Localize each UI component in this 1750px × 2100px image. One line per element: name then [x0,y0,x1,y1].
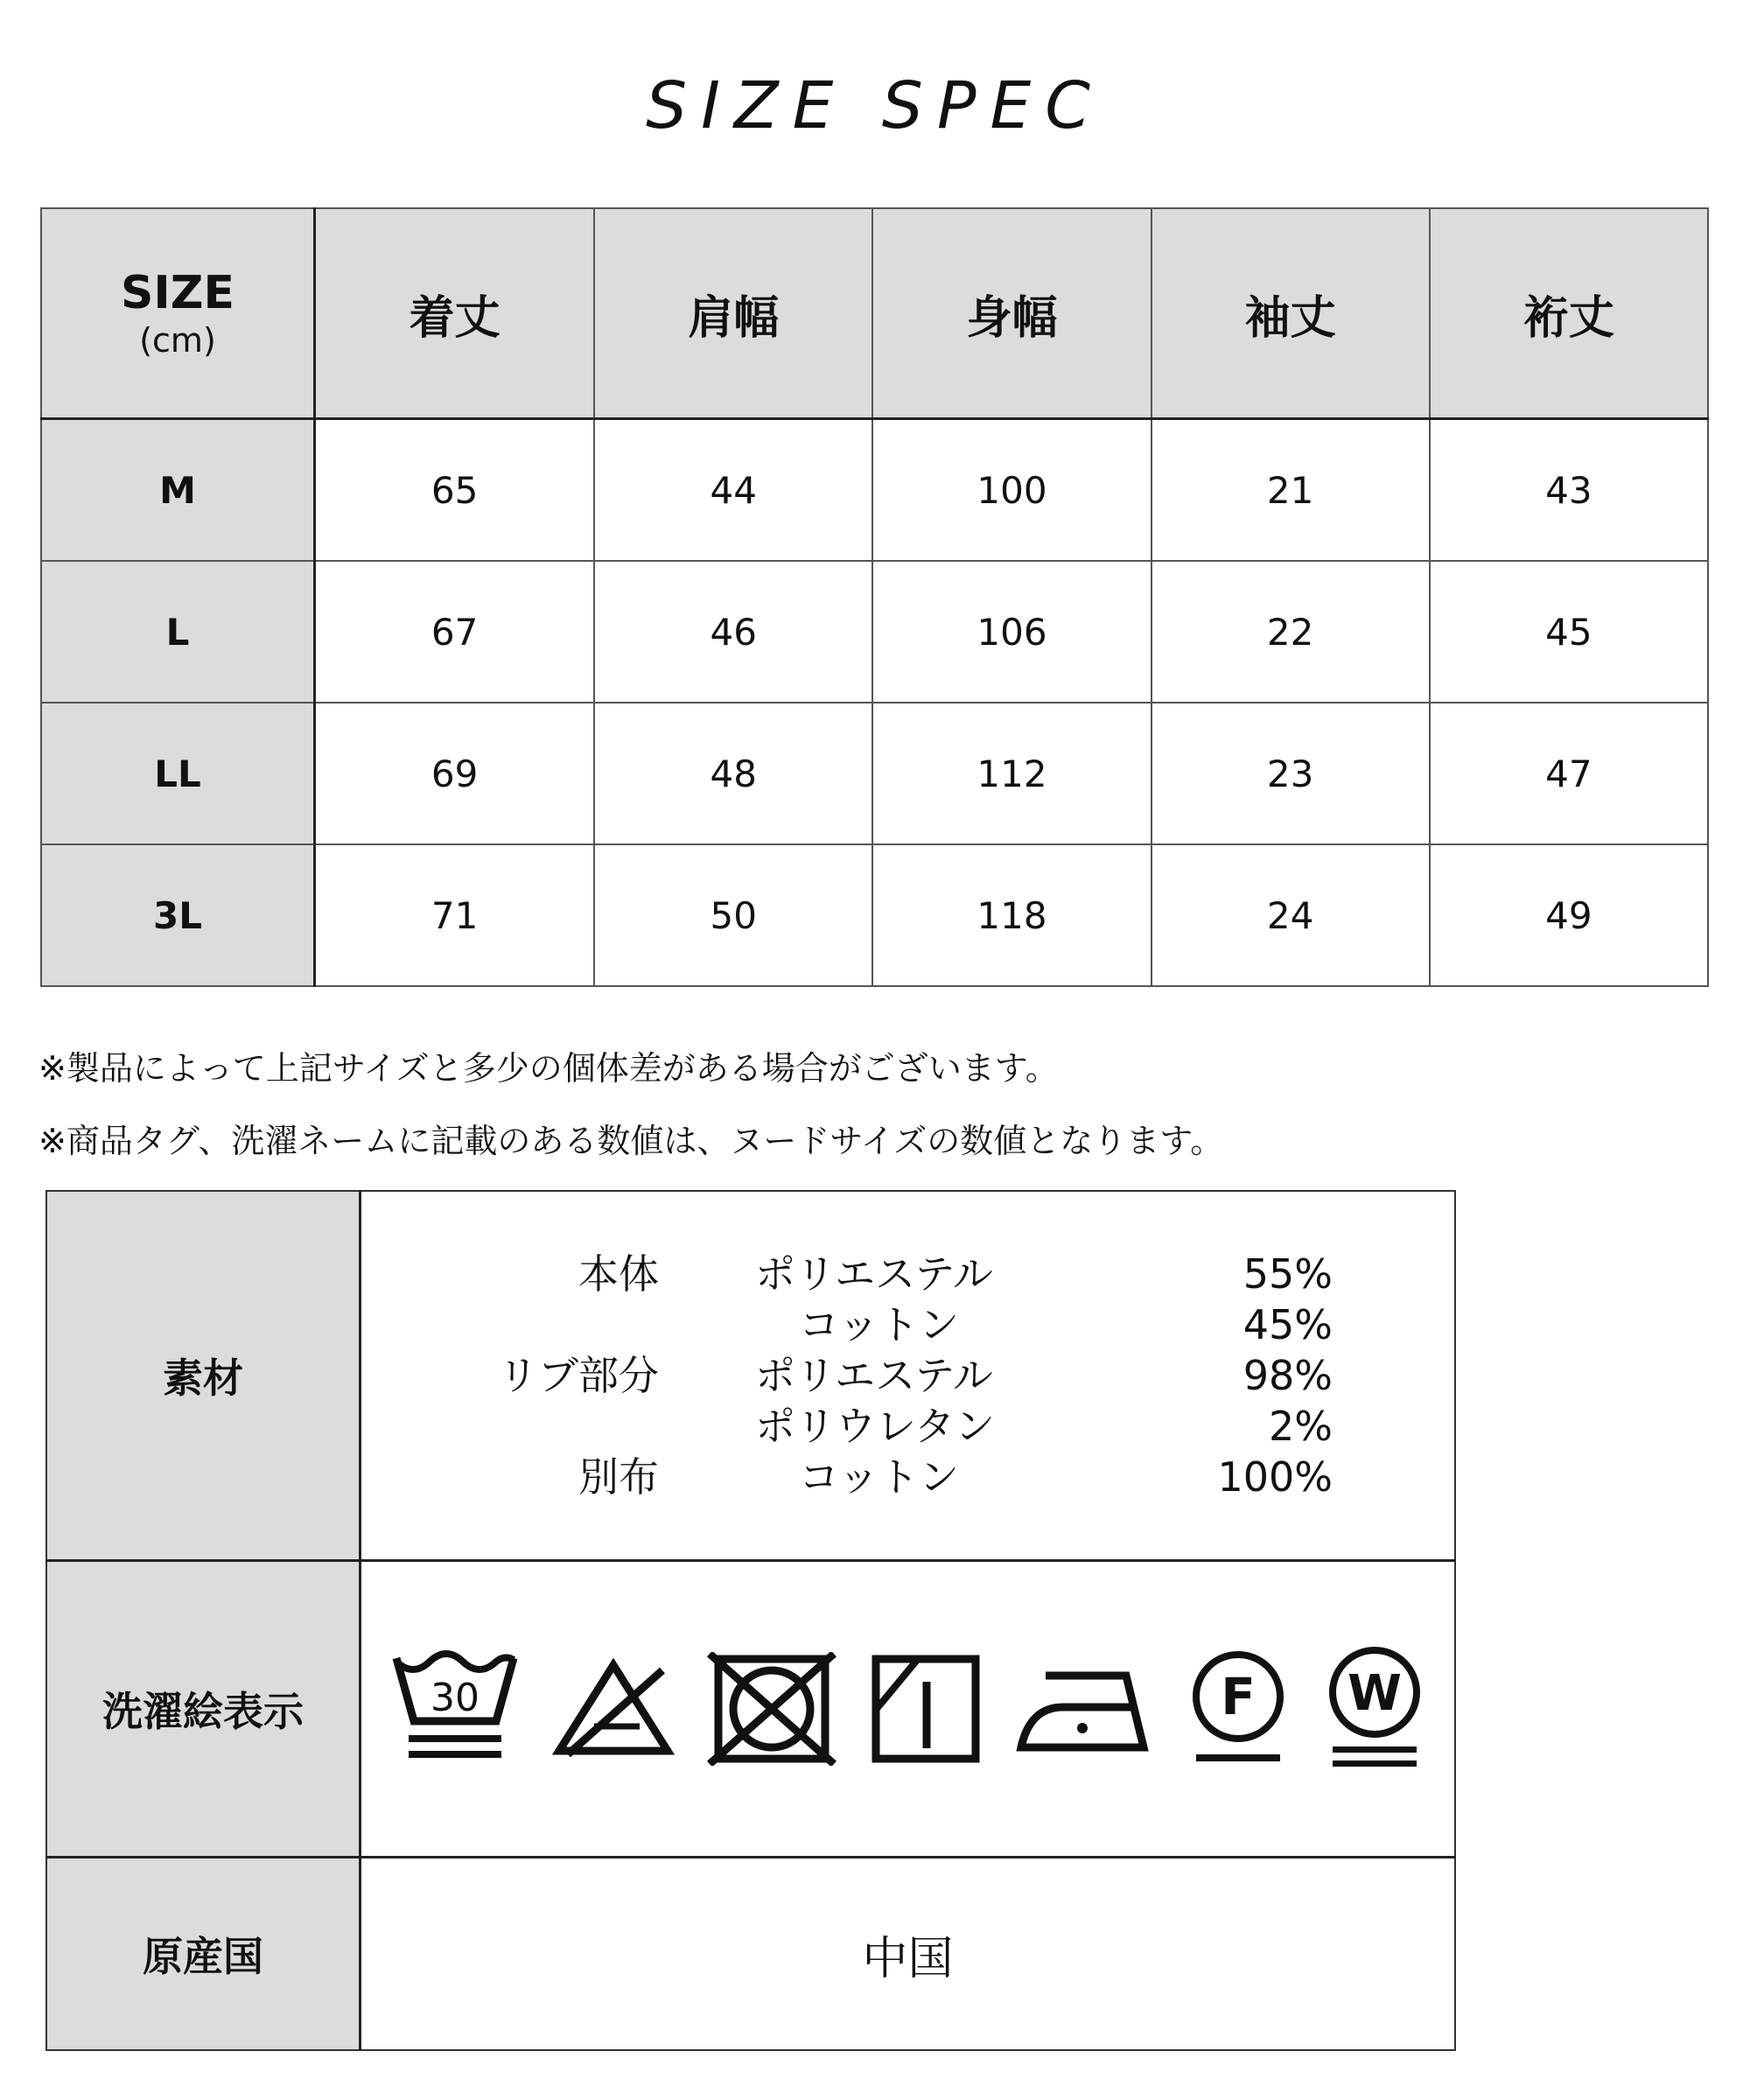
table-row [41,703,1708,844]
size-corner-label: SIZE [120,267,235,319]
table-row [41,561,1708,703]
table-cell: 44 [594,419,872,562]
care-row [46,1561,1455,1858]
material-fabric: コットン [799,1453,960,1501]
material-list [466,1249,1454,1502]
material-percent: 45% [1242,1301,1333,1348]
material-content [360,1191,1456,1561]
note-individual-difference: ※製品によって上記サイズと多少の個体差がある場合がございます。 [38,1049,1059,1088]
table-cell: 118 [872,844,1151,986]
material-row [46,1191,1455,1561]
column-header-length: 着丈 [315,208,595,419]
table-cell: 23 [1152,703,1430,844]
material-fabric: ポリエステル [755,1250,993,1298]
care-label: 洗濯絵表示 [46,1561,360,1858]
table-row [41,419,1708,562]
origin-label: 原産国 [46,1858,360,2051]
table-cell: 69 [315,703,595,844]
material-fabric: ポリウレタン [755,1403,996,1450]
size-notes [38,1032,1223,1178]
table-cell: 48 [594,703,872,844]
material-label: 素材 [46,1191,360,1561]
table-cell: 45 [1430,561,1708,703]
table-cell: 21 [1152,419,1430,562]
wet-clean-letter: W [1347,1665,1402,1722]
size-unit-label: (cm) [139,321,216,360]
dry-clean-f-icon [1186,1648,1291,1770]
material-part [466,1401,755,1452]
size-row-label: LL [41,703,315,844]
table-row [41,844,1708,986]
wash-temperature-text: 30 [430,1676,480,1720]
wet-clean-w-icon [1322,1643,1427,1774]
table-cell: 112 [872,703,1151,844]
dry-clean-letter: F [1220,1667,1256,1726]
table-cell: 65 [315,419,595,562]
size-table-header-row [41,208,1708,419]
table-cell: 50 [594,844,872,986]
material-percent: 55% [1242,1250,1333,1298]
drip-line-dry-shade-icon [869,1652,983,1766]
note-nude-size: ※商品タグ、洗濯ネームに記載のある数値は、ヌードサイズの数値となります。 [38,1122,1224,1160]
material-fabric: コットン [799,1301,960,1348]
iron-low-icon [1014,1656,1154,1761]
origin-value: 中国 [360,1858,1456,2051]
page-title: SIZE SPEC [646,68,1104,144]
origin-row [46,1858,1455,2051]
size-spec-table [40,207,1709,987]
table-cell: 49 [1430,844,1708,986]
material-percent: 2% [1269,1403,1333,1450]
table-cell: 47 [1430,703,1708,844]
no-bleach-icon [552,1656,675,1761]
material-fabric: ポリエステル [755,1352,993,1399]
wash-30-very-gentle-icon [389,1648,521,1770]
column-header-yuki: 裄丈 [1430,208,1708,419]
material-part: リブ部分 [498,1352,659,1399]
table-cell: 24 [1152,844,1430,986]
size-row-label: 3L [41,844,315,986]
table-cell: 43 [1430,419,1708,562]
size-corner-cell [41,208,315,419]
size-row-label: L [41,561,315,703]
table-cell: 100 [872,419,1151,562]
care-icons-cell [360,1561,1456,1858]
material-part: 別布 [578,1453,659,1501]
table-cell: 106 [872,561,1151,703]
table-cell: 71 [315,844,595,986]
care-icons [361,1643,1454,1774]
table-cell: 46 [594,561,872,703]
table-cell: 22 [1152,561,1430,703]
size-row-label: M [41,419,315,562]
column-header-chest: 身幅 [872,208,1151,419]
material-percent: 100% [1217,1453,1333,1501]
table-cell: 67 [315,561,595,703]
product-info-table [46,1190,1456,2051]
material-part [466,1299,755,1350]
material-part: 本体 [578,1250,659,1298]
column-header-shoulder: 肩幅 [594,208,872,419]
no-tumble-dry-icon [706,1652,837,1766]
column-header-sleeve: 袖丈 [1152,208,1430,419]
material-percent: 98% [1242,1352,1333,1399]
